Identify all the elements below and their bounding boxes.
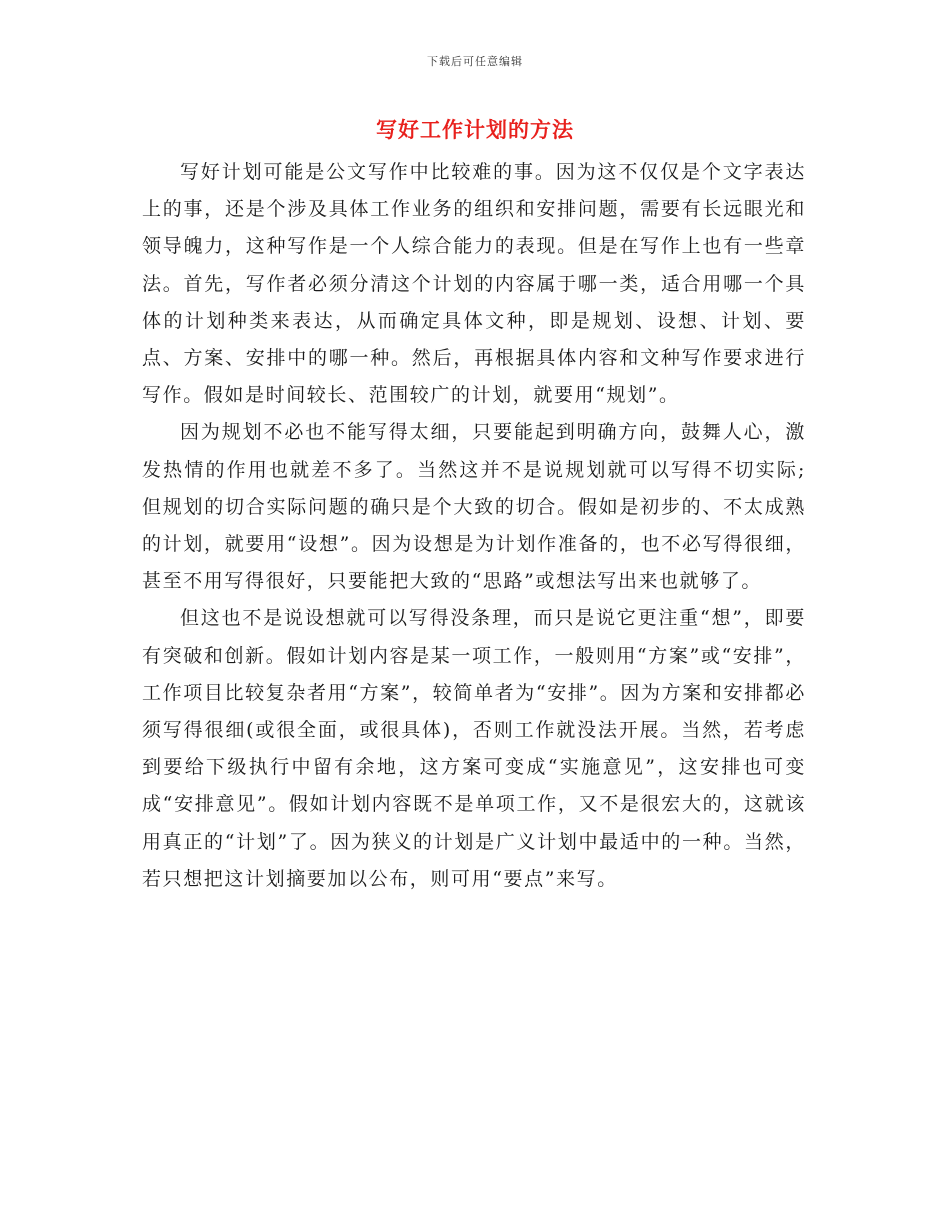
document-title: 写好工作计划的方法 (376, 117, 574, 142)
document-body (142, 154, 806, 898)
paragraph: 因为规划不必也不能写得太细，只要能起到明确方向，鼓舞人心，激发热情的作用也就差不多了。当然这并不是说规划就可以写得不切实际;但规划的切合实际问题的确只是个大致的切合。假如是初步的、不太成熟的计划，就要用“设想”。因为设想是为计划作准备的，也不必写得很细，甚至不用写得很好，只要能把大致的“思路”或想法写出来也就够了。 (142, 421, 806, 593)
paragraph: 写好计划可能是公文写作中比较难的事。因为这不仅仅是个文字表达上的事，还是个涉及具体工作业务的组织和安排问题，需要有长远眼光和领导魄力，这种写作是一个人综合能力的表现。但是在写作上也有一些章法。首先，写作者必须分清这个计划的内容属于哪一类，适合用哪一个具体的计划种类来表达，从而确定具体文种，即是规划、设想、计划、要点、方案、安排中的哪一种。然后，再根据具体内容和文种写作要求进行写作。假如是时间较长、范围较广的计划，就要用“规划”。 (142, 161, 806, 407)
page-header-note: 下载后可任意编辑 (427, 55, 523, 68)
paragraph: 但这也不是说设想就可以写得没条理，而只是说它更注重“想”，即要有突破和创新。假如计划内容是某一项工作，一般则用“方案”或“安排”，工作项目比较复杂者用“方案”，较简单者为“安排”。因为方案和安排都必须写得很细(或很全面，或很具体)，否则工作就没法开展。当然，若考虑到要给下级执行中留有余地，这方案可变成“实施意见”，这安排也可变成“安排意见”。假如计划内容既不是单项工作，又不是很宏大的，这就该用真正的“计划”了。因为狭义的计划是广义计划中最适中的一种。当然，若只想把这计划摘要加以公布，则可用“要点”来写。 (142, 607, 806, 890)
